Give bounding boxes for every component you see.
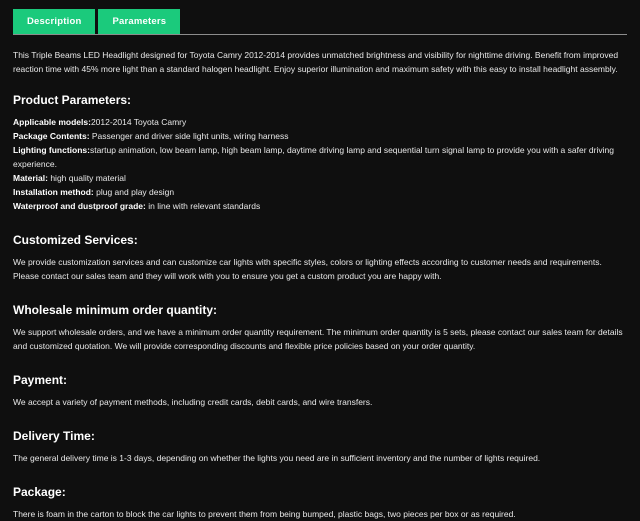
spec-value: plug and play design: [93, 187, 175, 197]
spec-lighting-functions: [13, 143, 627, 171]
section-heading-product-parameters: Product Parameters:: [13, 93, 132, 107]
spec-value: high quality material: [47, 173, 126, 183]
section-heading-wholesale-moq: Wholesale minimum order quantity:: [13, 303, 218, 317]
spec-label: Installation method:: [13, 187, 94, 197]
spec-material: [13, 171, 627, 185]
spec-applicable-models: [13, 115, 627, 129]
spec-value: startup animation, low beam lamp, high beam lamp, daytime driving lamp and sequential turn signal lamp to provide you with a safer driving experience.: [13, 145, 614, 169]
section-body-payment: We accept a variety of payment methods, including credit cards, debit cards, and wire transfers.: [13, 397, 373, 407]
section-heading-payment: Payment:: [13, 373, 68, 387]
section-heading-delivery-time: Delivery Time:: [13, 429, 95, 443]
spec-label: Material:: [13, 173, 48, 183]
section-body-customized-services: We provide customization services and can customize car lights with specific styles, colors or lighting effects according to customer needs and requirements. Please contact our sales team and they will work with you to ensure you get a custom product you are happy with.: [13, 257, 602, 281]
tab-description[interactable]: Description: [13, 9, 95, 34]
spec-label: Lighting functions:: [13, 145, 90, 155]
tab-bar: [13, 9, 627, 35]
spec-label: Package Contents:: [13, 131, 90, 141]
spec-value: in line with relevant standards: [145, 201, 261, 211]
tab-parameters[interactable]: Parameters: [98, 9, 180, 34]
section-heading-customized-services: Customized Services:: [13, 233, 138, 247]
section-body-delivery-time: The general delivery time is 1-3 days, depending on whether the lights you need are in sufficient inventory and the number of lights required.: [13, 453, 541, 463]
spec-value: 2012-2014 Toyota Camry: [90, 117, 187, 127]
spec-package-contents: [13, 129, 627, 143]
section-heading-package: Package:: [13, 485, 66, 499]
section-body-wholesale-moq: We support wholesale orders, and we have a minimum order quantity requirement. The minimum order quantity is 5 sets, please contact our sales team for details and customized quotation. We will provide corresponding discounts and flexible price policies based on your order quantity.: [13, 327, 623, 351]
product-intro: This Triple Beams LED Headlight designed for Toyota Camry 2012-2014 provides unmatched brightness and visibility for nighttime driving. Benefit from improved reaction time with 45% more light than a standard halogen headlight. Enjoy superior illumination and maximum safety with this easy to install headlight assembly.: [13, 50, 619, 74]
spec-label: Waterproof and dustproof grade:: [13, 201, 146, 211]
spec-value: Passenger and driver side light units, wiring harness: [89, 131, 289, 141]
spec-waterproof-grade: [13, 199, 627, 213]
section-body-package: There is foam in the carton to block the car lights to prevent them from being bumped, plastic bags, two pieces per box or as required.: [13, 509, 516, 519]
spec-label: Applicable models:: [13, 117, 91, 127]
spec-installation-method: [13, 185, 627, 199]
spec-list: [13, 115, 627, 213]
